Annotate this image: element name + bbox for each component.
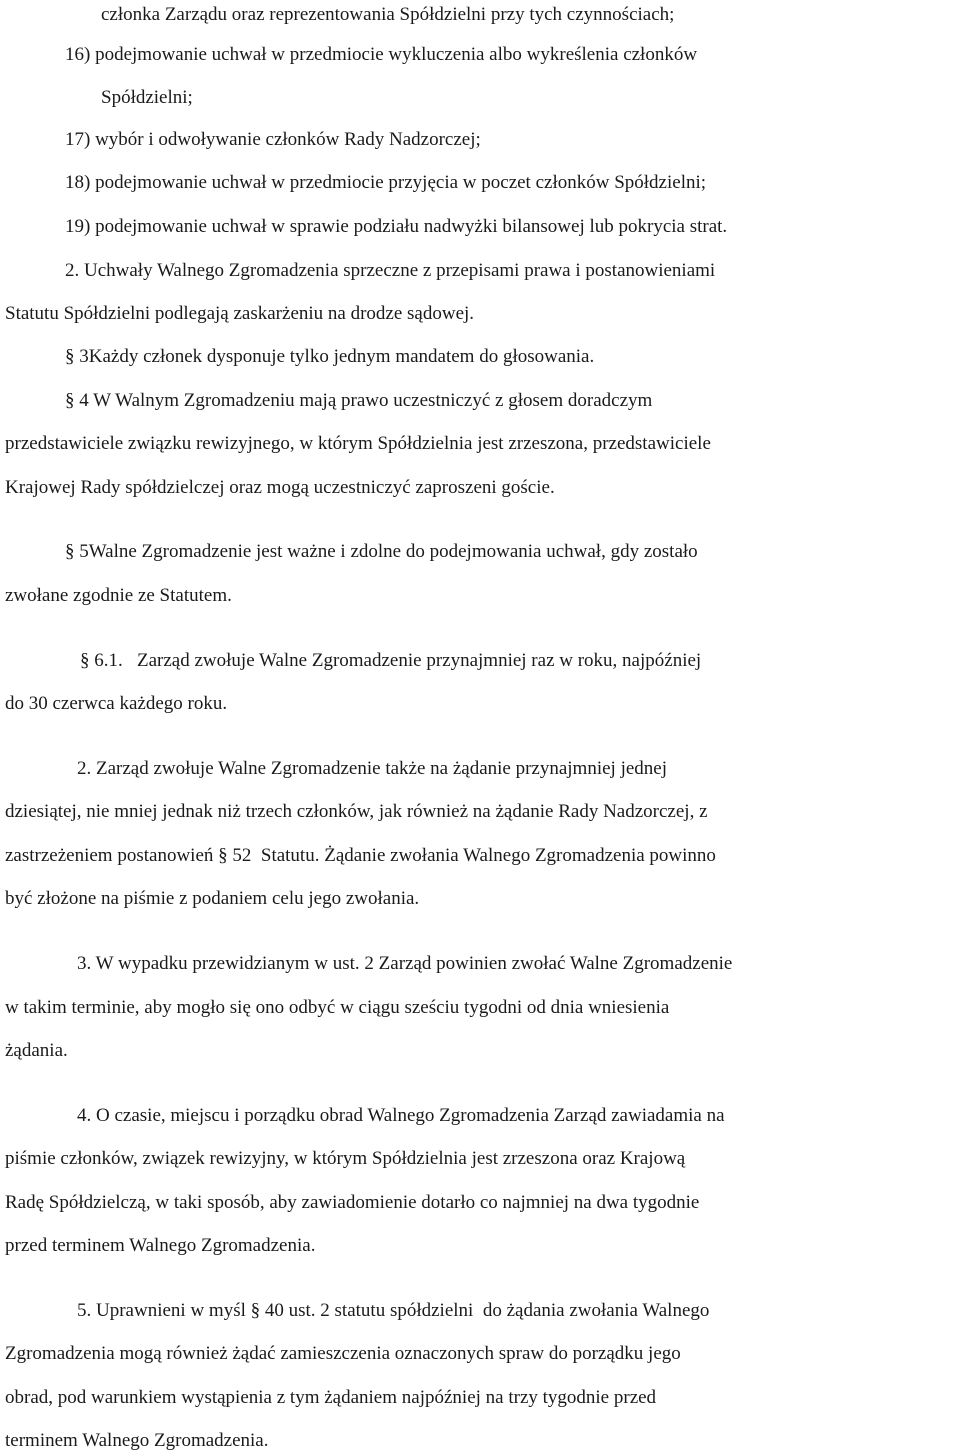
- text-line: 18) podejmowanie uchwał w przedmiocie przyjęcia w poczet członków Spółdzielni;: [65, 172, 707, 193]
- text-line: terminem Walnego Zgromadzenia.: [5, 1430, 269, 1451]
- text-line: 2. Uchwały Walnego Zgromadzenia sprzeczne z przepisami prawa i postanowieniami: [65, 260, 716, 281]
- text-line: Spółdzielni;: [101, 87, 193, 108]
- text-line: Krajowej Rady spółdzielczej oraz mogą uczestniczyć zaproszeni goście.: [5, 477, 555, 498]
- text-line: Radę Spółdzielczą, w taki sposób, aby zawiadomienie dotarło co najmniej na dwa tygodnie: [5, 1192, 700, 1213]
- text-line: w takim terminie, aby mogło się ono odbyć w ciągu sześciu tygodni od dnia wniesienia: [5, 997, 670, 1018]
- text-line: członka Zarządu oraz reprezentowania Spółdzielni przy tych czynnościach;: [101, 4, 675, 25]
- text-line: żądania.: [5, 1040, 68, 1061]
- text-line: być złożone na piśmie z podaniem celu jego zwołania.: [5, 888, 420, 909]
- text-line: 2. Zarząd zwołuje Walne Zgromadzenie także na żądanie przynajmniej jednej: [77, 758, 668, 779]
- text-line: 3. W wypadku przewidzianym w ust. 2 Zarząd powinien zwołać Walne Zgromadzenie: [77, 953, 733, 974]
- text-line: przed terminem Walnego Zgromadzenia.: [5, 1235, 316, 1256]
- text-line: obrad, pod warunkiem wystąpienia z tym żądaniem najpóźniej na trzy tygodnie przed: [5, 1387, 657, 1408]
- text-line: do 30 czerwca każdego roku.: [5, 693, 228, 714]
- text-line: Statutu Spółdzielni podlegają zaskarżeniu na drodze sądowej.: [5, 303, 475, 324]
- text-line: 17) wybór i odwoływanie członków Rady Nadzorczej;: [65, 129, 481, 150]
- text-line: 4. O czasie, miejscu i porządku obrad Walnego Zgromadzenia Zarząd zawiadamia na: [77, 1105, 725, 1126]
- text-line: 16) podejmowanie uchwał w przedmiocie wykluczenia albo wykreślenia członków: [65, 44, 698, 65]
- text-line: § 5Walne Zgromadzenie jest ważne i zdolne do podejmowania uchwał, gdy zostało: [65, 541, 698, 562]
- text-line: § 4 W Walnym Zgromadzeniu mają prawo uczestniczyć z głosem doradczym: [65, 390, 653, 411]
- text-line: § 6.1. Zarząd zwołuje Walne Zgromadzenie przynajmniej raz w roku, najpóźniej: [80, 650, 702, 671]
- text-line: dziesiątej, nie mniej jednak niż trzech członków, jak również na żądanie Rady Nadzorczej, z: [5, 801, 708, 822]
- text-line: zastrzeżeniem postanowień § 52 Statutu. Żądanie zwołania Walnego Zgromadzenia powinno: [5, 845, 716, 866]
- text-line: zwołane zgodnie ze Statutem.: [5, 585, 232, 606]
- text-line: § 3Każdy członek dysponuje tylko jednym mandatem do głosowania.: [65, 346, 595, 367]
- text-line: piśmie członków, związek rewizyjny, w którym Spółdzielnia jest zrzeszona oraz Krajową: [5, 1148, 686, 1169]
- text-line: przedstawiciele związku rewizyjnego, w którym Spółdzielnia jest zrzeszona, przedstawiciele: [5, 433, 711, 454]
- text-line: 5. Uprawnieni w myśl § 40 ust. 2 statutu spółdzielni do żądania zwołania Walnego: [77, 1300, 710, 1321]
- text-line: 19) podejmowanie uchwał w sprawie podziału nadwyżki bilansowej lub pokrycia strat.: [65, 216, 728, 237]
- text-line: Zgromadzenia mogą również żądać zamieszczenia oznaczonych spraw do porządku jego: [5, 1343, 681, 1364]
